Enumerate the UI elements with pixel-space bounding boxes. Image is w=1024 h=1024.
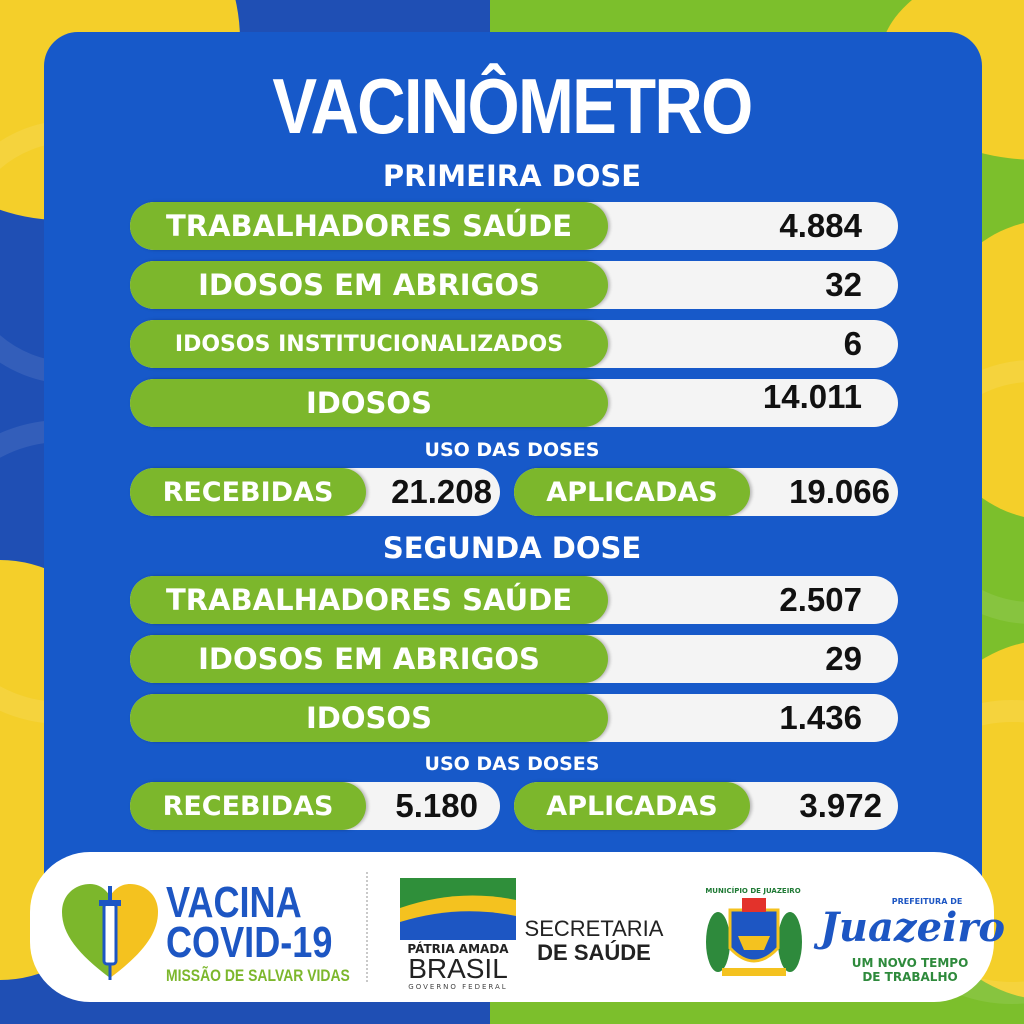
row-value: 1.436 bbox=[779, 699, 862, 736]
footer-logos bbox=[30, 852, 1006, 1002]
row-value: 4.884 bbox=[779, 207, 862, 244]
row-label: IDOSOS bbox=[130, 694, 608, 742]
row-label: IDOSOS EM ABRIGOS bbox=[130, 635, 608, 683]
second-dose-row-elderly bbox=[130, 694, 898, 742]
first-dose-applied bbox=[514, 468, 898, 516]
first-dose-row-health-workers bbox=[130, 202, 898, 250]
row-label: IDOSOS EM ABRIGOS bbox=[130, 261, 608, 309]
vacina-line2: COVID-19 bbox=[166, 918, 333, 967]
received-label: RECEBIDAS bbox=[130, 782, 366, 830]
first-dose-received bbox=[130, 468, 500, 516]
vacina-tagline: MISSÃO DE SALVAR VIDAS bbox=[166, 966, 350, 985]
row-value: 32 bbox=[825, 266, 862, 303]
applied-value: 3.972 bbox=[799, 787, 882, 824]
row-label: IDOSOS bbox=[130, 379, 608, 427]
page-title: VACINÔMETRO bbox=[272, 62, 752, 150]
second-dose-received bbox=[130, 782, 500, 830]
received-label: RECEBIDAS bbox=[130, 468, 366, 516]
first-dose-row-institutionalized bbox=[130, 320, 898, 368]
juazeiro-wordmark: Juazeiro bbox=[820, 904, 1006, 951]
secretaria-line2: DE SAÚDE bbox=[537, 940, 651, 965]
vacina-line1: VACINA bbox=[166, 878, 302, 927]
second-dose-row-elderly-shelters bbox=[130, 635, 898, 683]
applied-value: 19.066 bbox=[789, 473, 890, 510]
first-dose-heading: PRIMEIRA DOSE bbox=[382, 159, 642, 193]
second-dose-heading: SEGUNDA DOSE bbox=[382, 531, 642, 565]
row-value: 29 bbox=[825, 640, 862, 677]
received-value: 5.180 bbox=[395, 787, 478, 824]
secretaria-line1: SECRETARIA bbox=[524, 916, 664, 941]
municipio-label: MUNICÍPIO DE JUAZEIRO bbox=[705, 887, 801, 895]
first-dose-row-elderly bbox=[130, 379, 898, 427]
first-dose-row-elderly-shelters bbox=[130, 261, 898, 309]
row-label: TRABALHADORES SAÚDE bbox=[130, 576, 608, 624]
slogan-line2: DE TRABALHO bbox=[862, 970, 958, 984]
juazeiro-coat-of-arms-icon bbox=[702, 896, 806, 980]
row-label: TRABALHADORES SAÚDE bbox=[130, 202, 608, 250]
received-value: 21.208 bbox=[391, 473, 492, 510]
row-label: IDOSOS INSTITUCIONALIZADOS bbox=[130, 320, 608, 368]
first-dose-usage-heading: USO DAS DOSES bbox=[424, 439, 600, 461]
second-dose-applied bbox=[514, 782, 898, 830]
slogan-line1: UM NOVO TEMPO bbox=[851, 956, 969, 970]
second-dose-usage-heading: USO DAS DOSES bbox=[424, 753, 600, 775]
row-value: 2.507 bbox=[779, 581, 862, 618]
brasil-wordmark: BRASIL bbox=[408, 953, 508, 984]
prefeitura-label: PREFEITURA DE bbox=[891, 897, 963, 906]
heart-syringe-logo-icon bbox=[58, 882, 162, 982]
row-value: 14.011 bbox=[762, 378, 862, 415]
applied-label: APLICADAS bbox=[514, 782, 750, 830]
row-value: 6 bbox=[843, 325, 862, 362]
divider bbox=[366, 872, 368, 982]
patria-amada: PÁTRIA AMADA bbox=[407, 942, 509, 956]
brazil-flag-logo-icon bbox=[400, 878, 516, 940]
second-dose-row-health-workers bbox=[130, 576, 898, 624]
governo-federal: GOVERNO FEDERAL bbox=[408, 983, 508, 991]
applied-label: APLICADAS bbox=[514, 468, 750, 516]
